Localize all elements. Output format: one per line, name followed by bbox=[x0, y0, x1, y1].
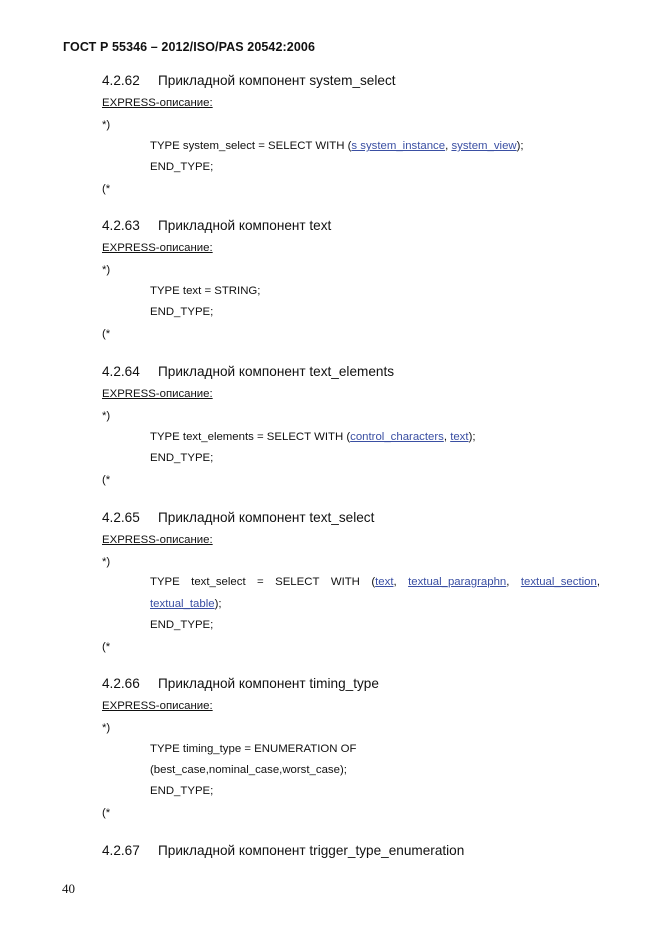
express-label: EXPRESS-описание: bbox=[102, 97, 213, 109]
code-line: TYPE timing_type = ENUMERATION OF bbox=[150, 743, 357, 755]
section-heading-4-2-65 bbox=[102, 510, 374, 525]
link-system-view[interactable]: system_view bbox=[451, 140, 517, 152]
comment-close-mark: *) bbox=[102, 556, 111, 568]
express-label: EXPRESS-описание: bbox=[102, 388, 213, 400]
comment-open-mark: (* bbox=[102, 474, 111, 486]
express-label: EXPRESS-описание: bbox=[102, 242, 213, 254]
section-title: Прикладной компонент system_select bbox=[158, 73, 396, 88]
section-number: 4.2.64 bbox=[102, 364, 140, 379]
link-textual-paragraphn[interactable]: textual_paragraphn bbox=[408, 576, 507, 588]
code-line: TYPE text = STRING; bbox=[150, 285, 261, 297]
link-system-instance[interactable]: s system_instance bbox=[351, 140, 446, 152]
code-end-type: END_TYPE; bbox=[150, 306, 214, 318]
section-number: 4.2.62 bbox=[102, 73, 140, 88]
code-end-type: END_TYPE; bbox=[150, 785, 214, 797]
comment-close-mark: *) bbox=[102, 119, 111, 131]
code-end-type: END_TYPE; bbox=[150, 161, 214, 173]
comment-close-mark: *) bbox=[102, 410, 111, 422]
code-end-type: END_TYPE; bbox=[150, 619, 214, 631]
link-textual-section[interactable]: textual_section bbox=[520, 576, 597, 588]
section-heading-4-2-67 bbox=[102, 843, 464, 858]
code-line: textual_table); bbox=[150, 598, 222, 610]
comment-open-mark: (* bbox=[102, 328, 111, 340]
section-title: Прикладной компонент text_select bbox=[158, 510, 375, 525]
code-line: (best_case,nominal_case,worst_case); bbox=[150, 764, 347, 776]
document-header: ГОСТ Р 55346 – 2012/ISO/PAS 20542:2006 bbox=[63, 40, 315, 54]
section-title: Прикладной компонент text bbox=[158, 218, 332, 233]
comment-close-mark: *) bbox=[102, 722, 111, 734]
section-heading-4-2-62 bbox=[102, 73, 396, 88]
code-line: TYPE system_select = SELECT WITH (s system_instance, system_view); bbox=[150, 140, 524, 152]
section-heading-4-2-63 bbox=[102, 218, 331, 233]
link-text[interactable]: text bbox=[375, 576, 394, 588]
section-heading-4-2-64 bbox=[102, 364, 394, 379]
comment-open-mark: (* bbox=[102, 183, 111, 195]
code-line: TYPE text_elements = SELECT WITH (control_characters, text); bbox=[150, 431, 476, 443]
section-title: Прикладной компонент timing_type bbox=[158, 676, 379, 691]
section-number: 4.2.65 bbox=[102, 510, 140, 525]
link-textual-table[interactable]: textual_table bbox=[150, 598, 215, 610]
link-text[interactable]: text bbox=[450, 431, 469, 443]
section-title: Прикладной компонент trigger_type_enumeration bbox=[158, 843, 465, 858]
code-line-justified: TYPE text_select = SELECT WITH (text, textual_paragraphn, textual_section, bbox=[150, 576, 600, 588]
section-number: 4.2.63 bbox=[102, 218, 140, 233]
express-label: EXPRESS-описание: bbox=[102, 534, 213, 546]
comment-open-mark: (* bbox=[102, 807, 111, 819]
express-label: EXPRESS-описание: bbox=[102, 700, 213, 712]
code-end-type: END_TYPE; bbox=[150, 452, 214, 464]
comment-close-mark: *) bbox=[102, 264, 111, 276]
link-control-characters[interactable]: control_characters bbox=[350, 431, 444, 443]
comment-open-mark: (* bbox=[102, 641, 111, 653]
section-number: 4.2.67 bbox=[102, 843, 140, 858]
section-heading-4-2-66 bbox=[102, 676, 379, 691]
section-number: 4.2.66 bbox=[102, 676, 140, 691]
section-title: Прикладной компонент text_elements bbox=[158, 364, 395, 379]
page-number: 40 bbox=[62, 881, 75, 896]
